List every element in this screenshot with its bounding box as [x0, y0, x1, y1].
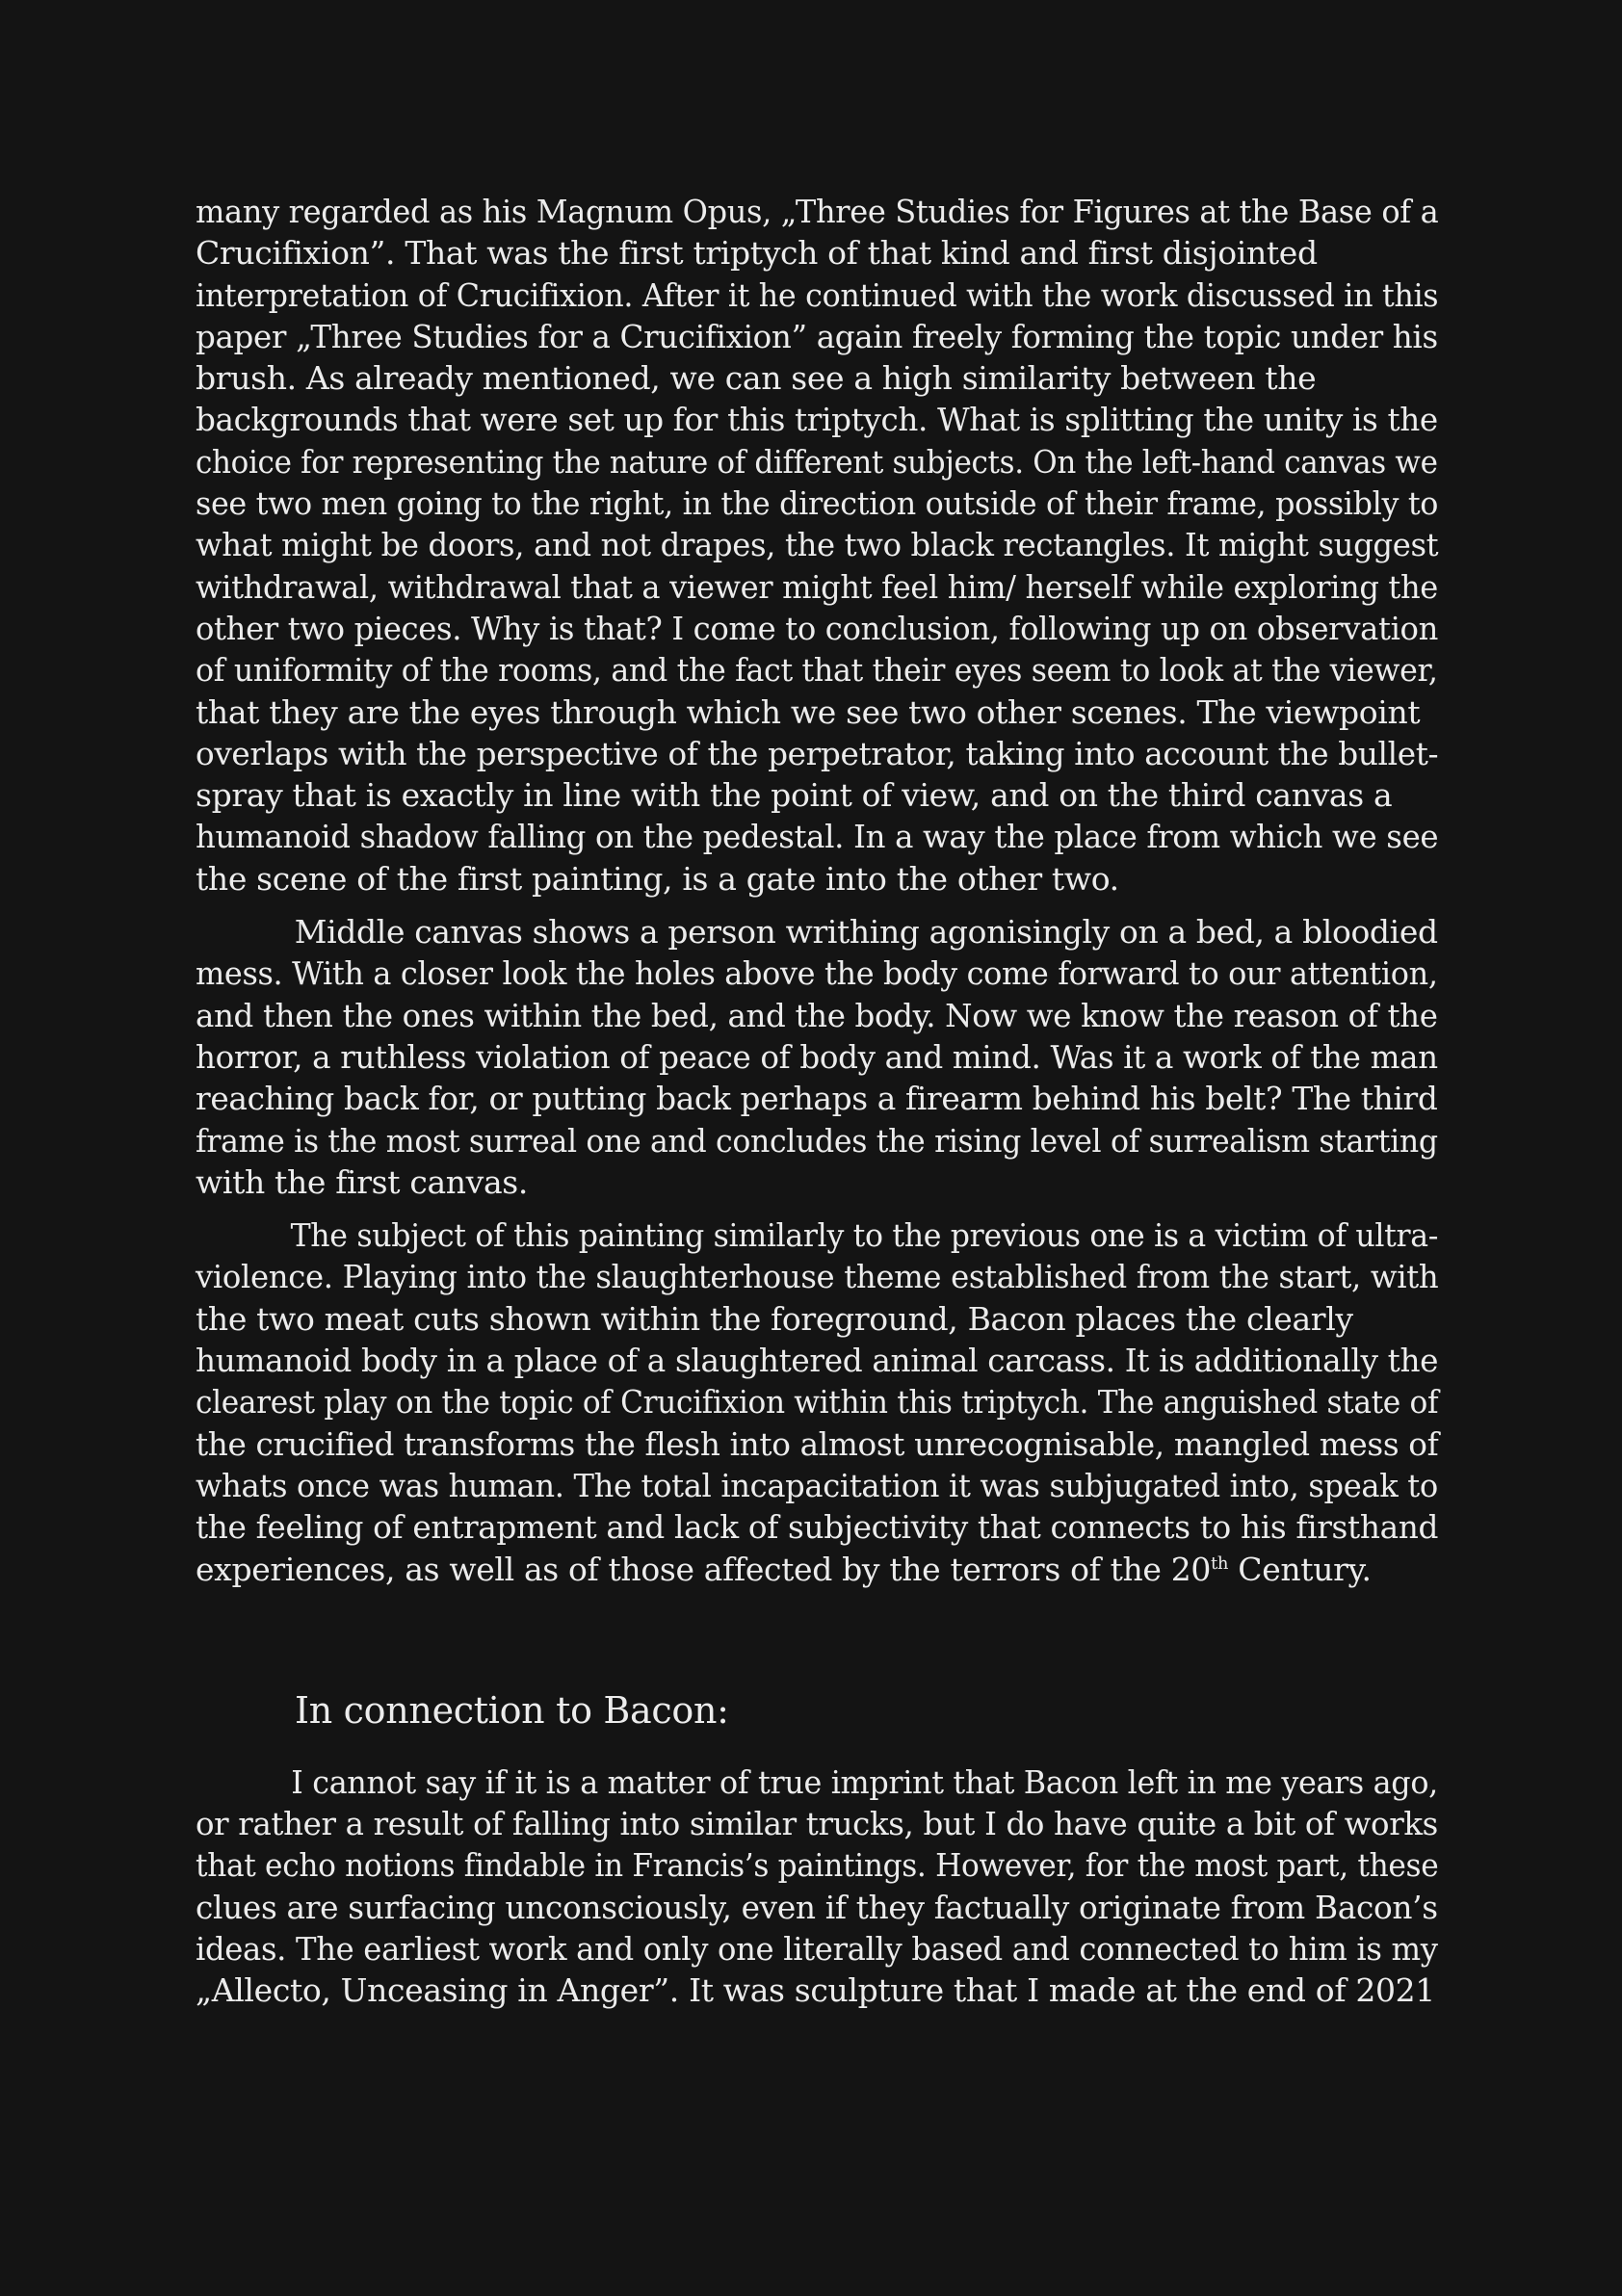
- text-line: horror, a ruthless violation of peace of body and mind. Was it a work of the man: [196, 1037, 1438, 1076]
- text-line: „Allecto, Unceasing in Anger”. It was sculpture that I made at the end of 2021: [196, 1971, 1435, 2010]
- text-line: reaching back for, or putting back perhaps a firearm behind his belt? The third: [196, 1080, 1438, 1118]
- text-line: The subject of this painting similarly to the previous one is a victim of ultra-: [290, 1216, 1439, 1255]
- text-line: that they are the eyes through which we see two other scenes. The viewpoint: [196, 692, 1421, 731]
- text-line: withdrawal, withdrawal that a viewer might feel him/ herself while exploring the: [196, 567, 1438, 606]
- text-line: backgrounds that were set up for this triptych. What is splitting the unity is the: [196, 401, 1438, 439]
- text-line: the two meat cuts shown within the foreground, Bacon places the clearly: [196, 1299, 1353, 1338]
- text-line: clearest play on the topic of Crucifixion within this triptych. The anguished state of: [196, 1383, 1439, 1422]
- text-line: humanoid shadow falling on the pedestal. In a way the place from which we see: [196, 818, 1439, 856]
- paragraph-3: [196, 1214, 1438, 1590]
- text-line: overlaps with the perspective of the perpetrator, taking into account the bullet-: [196, 734, 1439, 772]
- text-line: with the first canvas.: [196, 1162, 529, 1201]
- text-fragment: experiences, as well as of those affected by the terrors of the 20: [196, 1550, 1212, 1588]
- text-line: Middle canvas shows a person writhing agonisingly on a bed, a bloodied: [294, 913, 1438, 952]
- text-line: other two pieces. Why is that? I come to conclusion, following up on observation: [196, 609, 1439, 647]
- text-line: see two men going to the right, in the direction outside of their frame, possibly to: [196, 484, 1439, 523]
- document-page: [196, 191, 1438, 2012]
- text-line: what might be doors, and not drapes, the two black rectangles. It might suggest: [196, 526, 1439, 564]
- ordinal-superscript: th: [1211, 1552, 1229, 1574]
- text-line: spray that is exactly in line with the point of view, and on the third canvas a: [196, 776, 1393, 815]
- text-line: I cannot say if it is a matter of true imprint that Bacon left in me years ago,: [291, 1762, 1438, 1801]
- text-line: the crucified transforms the flesh into almost unrecognisable, mangled mess of: [196, 1424, 1439, 1463]
- text-line: Crucifixion”. That was the first triptych of that kind and first disjointed: [196, 234, 1318, 273]
- text-line: interpretation of Crucifixion. After it he continued with the work discussed in this: [196, 275, 1439, 314]
- text-line: of uniformity of the rooms, and the fact that their eyes seem to look at the viewer,: [196, 651, 1438, 690]
- paragraph-1: [196, 191, 1438, 900]
- text-line: ideas. The earliest work and only one literally based and connected to him is my: [196, 1929, 1438, 1968]
- text-line: many regarded as his Magnum Opus, „Three Studies for Figures at the Base of a: [196, 193, 1439, 230]
- text-line: clues are surfacing unconsciously, even if they factually originate from Bacon’s: [196, 1888, 1438, 1926]
- paragraph-4: [196, 1761, 1438, 2012]
- text-line: violence. Playing into the slaughterhouse theme established from the start, with: [196, 1258, 1439, 1296]
- text-line: brush. As already mentioned, we can see a high similarity between the: [196, 359, 1317, 398]
- text-line: the feeling of entrapment and lack of subjectivity that connects to his firsthand: [196, 1508, 1439, 1547]
- text-line: and then the ones within the bed, and the body. Now we know the reason of the: [196, 996, 1438, 1034]
- text-line: or rather a result of falling into similar trucks, but I do have quite a bit of works: [196, 1805, 1438, 1843]
- text-line: choice for representing the nature of different subjects. On the left-hand canvas we: [196, 442, 1438, 481]
- text-line: frame is the most surreal one and concludes the rising level of surrealism starting: [196, 1121, 1438, 1160]
- text-line: that echo notions findable in Francis’s paintings. However, for the most part, these: [196, 1846, 1439, 1885]
- section-heading: In connection to Bacon:: [295, 1688, 729, 1732]
- text-line: paper „Three Studies for a Crucifixion” again freely forming the topic under his: [196, 317, 1438, 355]
- text-line: whats once was human. The total incapacitation it was subjugated into, speak to: [196, 1466, 1438, 1504]
- text-line: the scene of the first painting, is a gate into the other two.: [196, 859, 1119, 898]
- text-line-with-superscript: [196, 1549, 1438, 1590]
- text-fragment: Century.: [1228, 1550, 1372, 1588]
- text-line: humanoid body in a place of a slaughtered animal carcass. It is additionally the: [196, 1342, 1439, 1380]
- text-line: mess. With a closer look the holes above the body come forward to our attention,: [196, 954, 1438, 993]
- paragraph-2: [196, 911, 1438, 1203]
